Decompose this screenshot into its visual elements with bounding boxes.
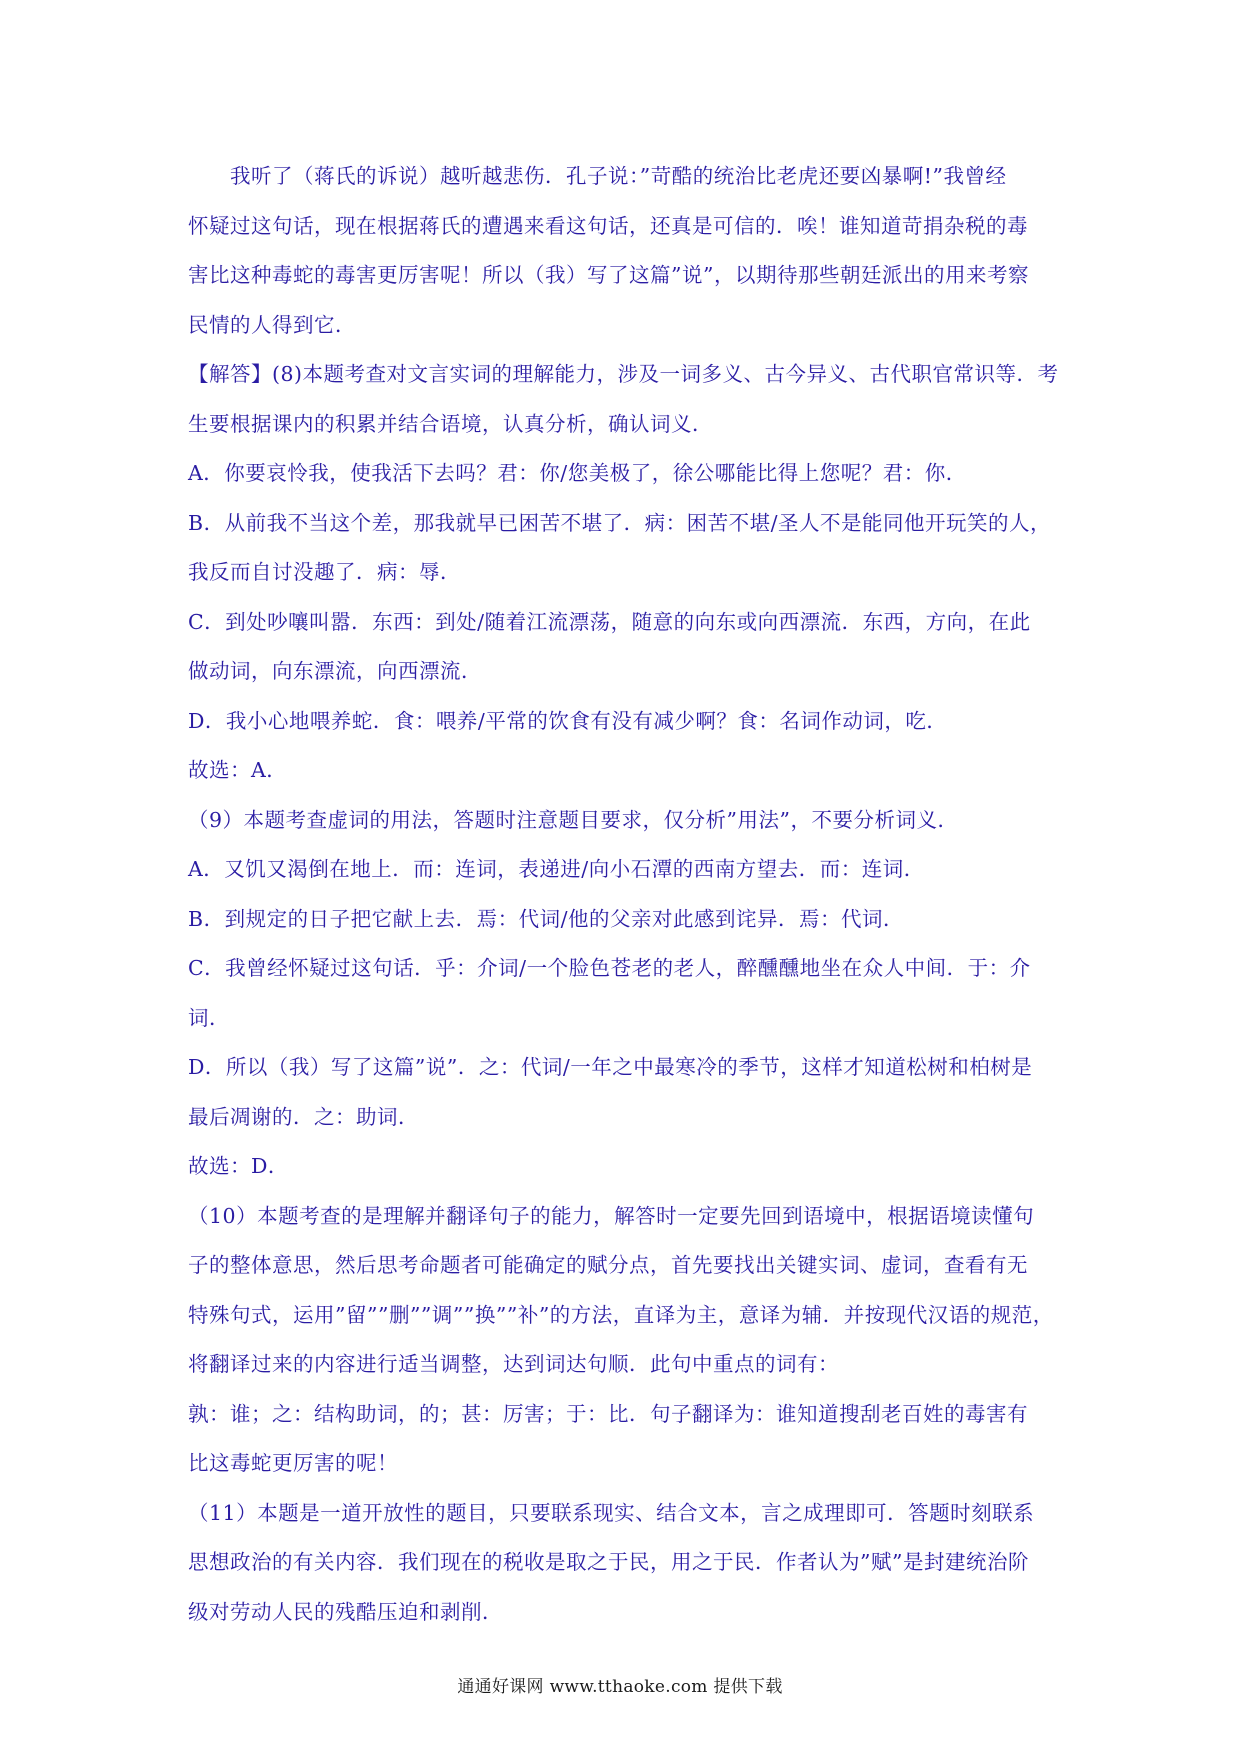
text-line: 词．	[188, 1005, 230, 1030]
text-line: B．到规定的日子把它献上去．焉：代词/他的父亲对此感到诧异．焉：代词．	[188, 906, 904, 931]
text-line: 民情的人得到它．	[188, 312, 356, 337]
text-line: D．我小心地喂养蛇．食：喂养/平常的饮食有没有减少啊？食：名词作动词，吃．	[188, 708, 948, 733]
text-line: （11）本题是一道开放性的题目，只要联系现实、结合文本，言之成理即可．答题时刻联系	[188, 1500, 1035, 1525]
text-line: 【解答】(8)本题考查对文言实词的理解能力，涉及一词多义、古今异义、古代职官常识等．考	[188, 362, 1059, 386]
text-line: 害比这种毒蛇的毒害更厉害呢！所以（我）写了这篇”说”，以期待那些朝廷派出的用来考察	[188, 263, 1029, 287]
text-line: 孰：谁；之：结构助词，的；甚：厉害；于：比．句子翻译为：谁知道搜刮老百姓的毒害有	[188, 1401, 1028, 1426]
document-body	[188, 152, 1058, 1637]
text-line: 做动词，向东漂流，向西漂流．	[188, 659, 482, 683]
text-line: 我听了（蒋氏的诉说）越听越悲伤．孔子说：”苛酷的统治比老虎还要凶暴啊!”我曾经	[230, 164, 1007, 188]
text-line: （9）本题考查虚词的用法，答题时注意题目要求，仅分析”用法”，不要分析词义．	[188, 807, 959, 832]
text-line: B．从前我不当这个差，那我就早已困苦不堪了．病：困苦不堪/圣人不是能同他开玩笑的人，	[188, 510, 1051, 535]
text-line: 我反而自讨没趣了．病：辱．	[188, 560, 461, 584]
text-line: 最后凋谢的．之：助词．	[188, 1104, 419, 1129]
text-line: 子的整体意思，然后思考命题者可能确定的赋分点，首先要找出关键实词、虚词，查看有无	[188, 1253, 1028, 1277]
text-line: 故选：D．	[188, 1154, 289, 1178]
text-line: 比这毒蛇更厉害的呢！	[188, 1451, 398, 1475]
text-line: A．你要哀怜我，使我活下去吗？君：你/您美极了，徐公哪能比得上您呢？君：你．	[188, 461, 967, 485]
text-line: 级对劳动人民的残酷压迫和剥削．	[188, 1599, 503, 1624]
text-line: 怀疑过这句话，现在根据蒋氏的遭遇来看这句话，还真是可信的．唉！谁知道苛捐杂税的毒	[188, 213, 1028, 238]
text-line: 生要根据课内的积累并结合语境，认真分析，确认词义．	[188, 411, 713, 436]
text-line: D．所以（我）写了这篇”说”．之：代词/一年之中最寒冷的季节，这样才知道松树和柏树是	[188, 1055, 1033, 1079]
text-line: 特殊句式，运用”留””删””调””换””补”的方法，直译为主，意译为辅．并按现代汉语的规范，	[188, 1302, 1054, 1327]
text-line: 思想政治的有关内容．我们现在的税收是取之于民，用之于民．作者认为”赋”是封建统治阶	[188, 1550, 1029, 1574]
text-line: C．我曾经怀疑过这句话．乎：介词/一个脸色苍老的老人，醉醺醺地坐在众人中间．于：介	[188, 956, 1031, 980]
page-footer: 通通好课网 www.tthaoke.com 提供下载	[457, 1677, 783, 1697]
text-line: （10）本题考查的是理解并翻译句子的能力，解答时一定要先回到语境中，根据语境读懂句	[188, 1203, 1035, 1228]
text-line: 将翻译过来的内容进行适当调整，达到词达句顺．此句中重点的词有：	[188, 1352, 839, 1376]
text-line: C．到处吵嚷叫嚣．东西：到处/随着江流漂荡，随意的向东或向西漂流．东西，方向，在此	[188, 609, 1031, 634]
text-line: 故选：A．	[188, 758, 288, 782]
text-line: A．又饥又渴倒在地上．而：连词，表递进/向小石潭的西南方望去．而：连词．	[188, 857, 925, 881]
